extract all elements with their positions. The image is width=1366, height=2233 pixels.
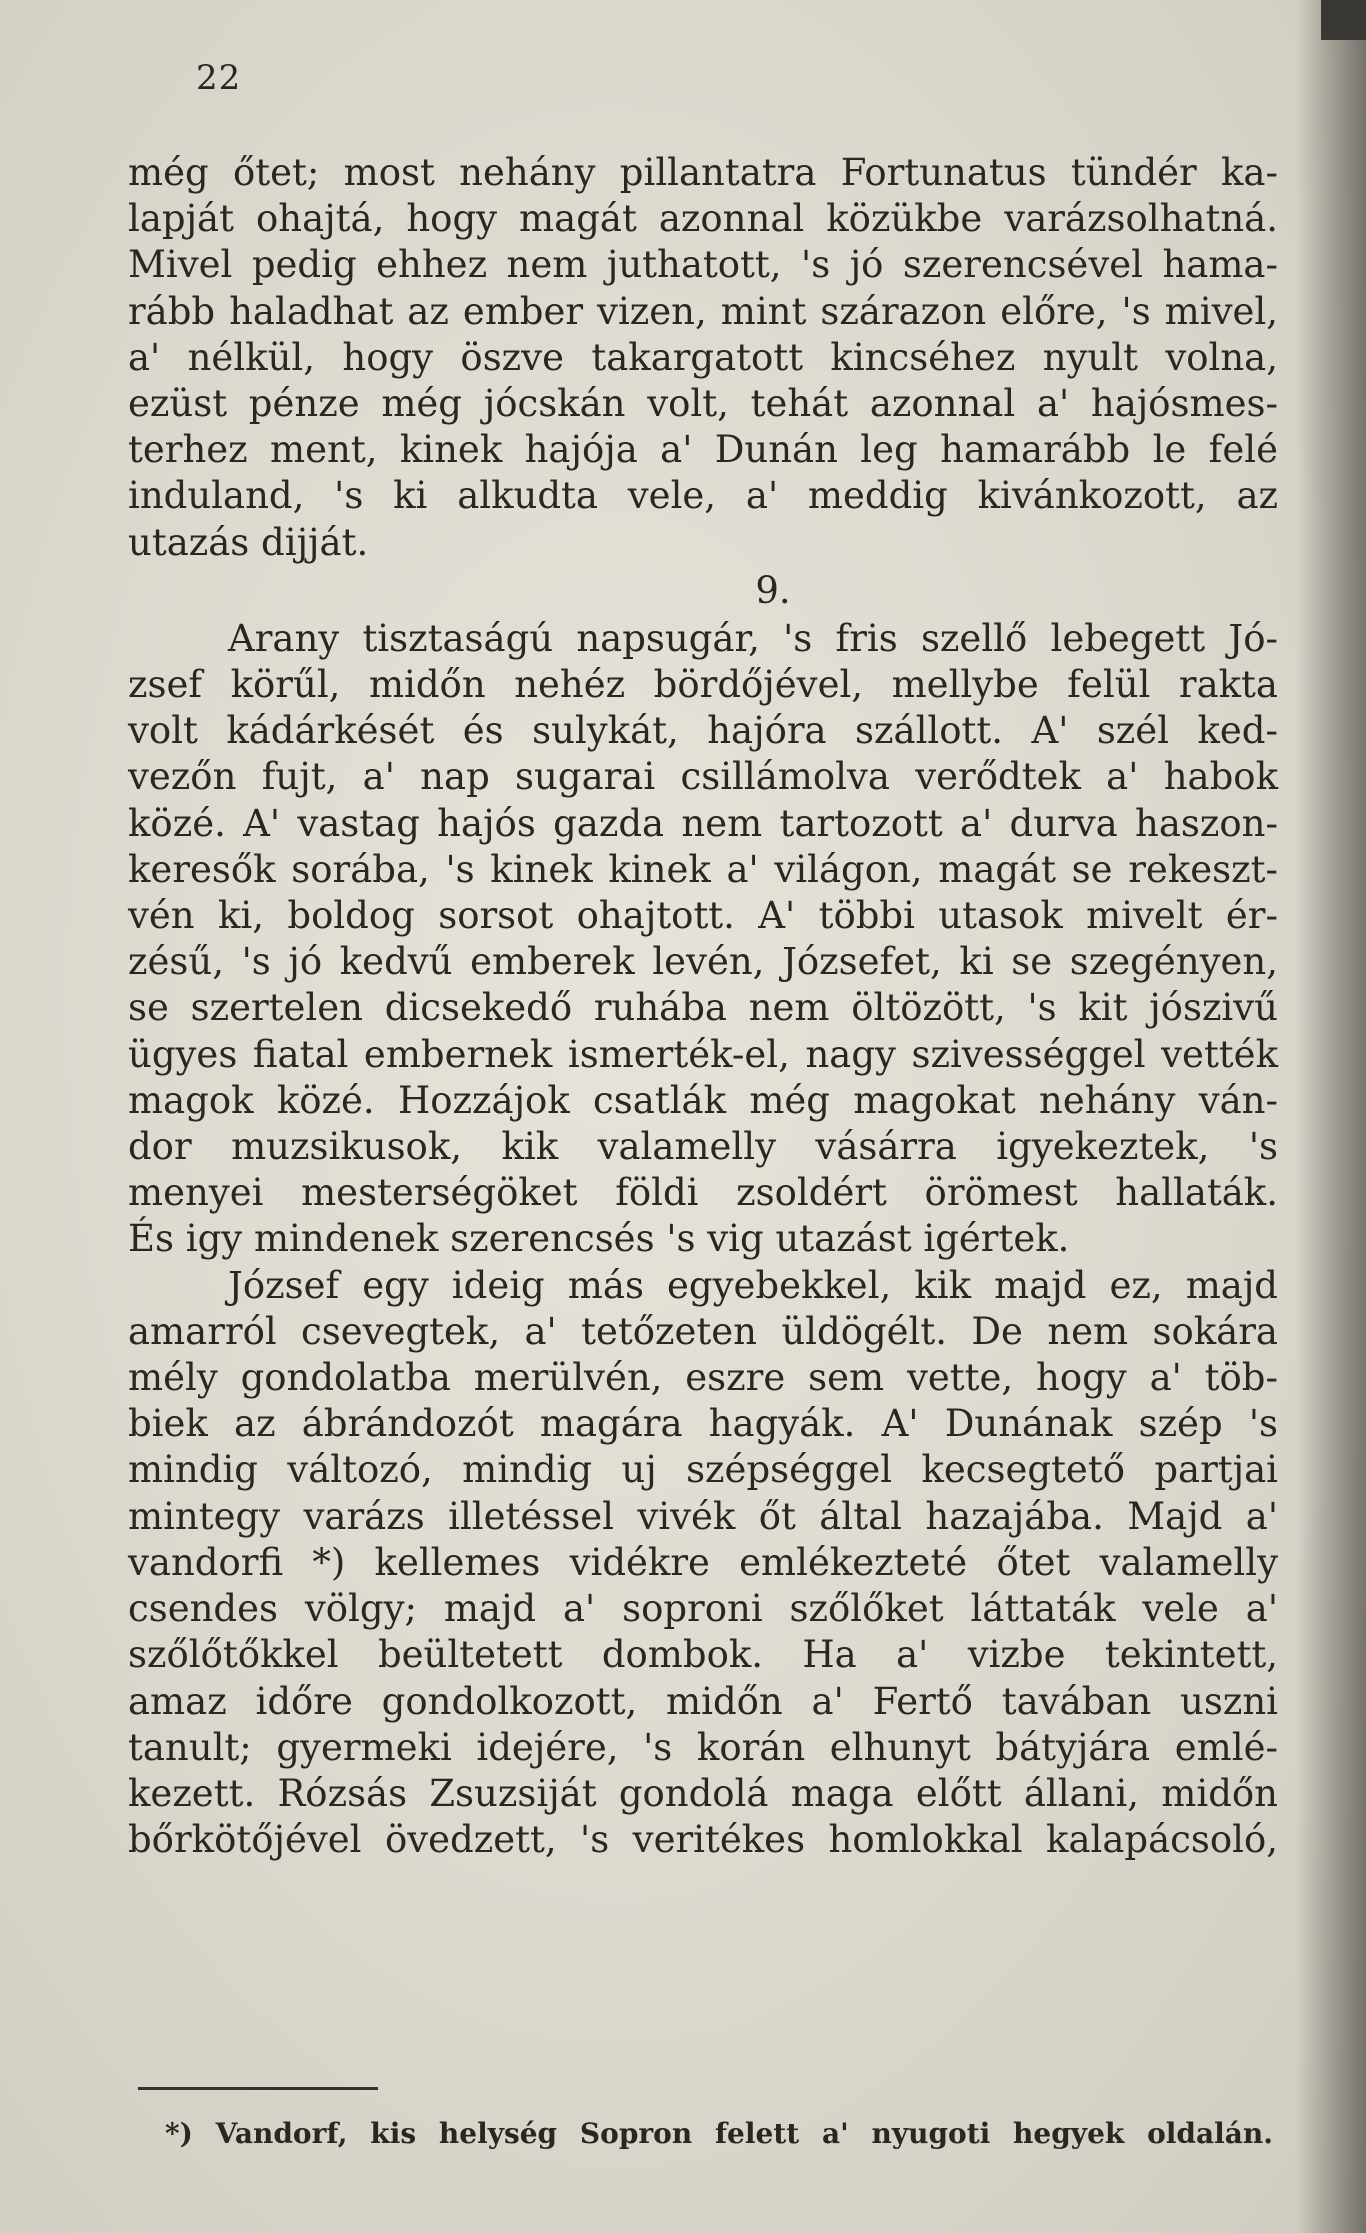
text-line: vezőn fujt, a' nap sugarai csillámolva verődtek a' habok bbox=[128, 755, 1278, 799]
page-number: 22 bbox=[196, 58, 242, 98]
text-line: közé. A' vastag hajós gazda nem tartozott a' durva haszon- bbox=[128, 801, 1278, 845]
text-line: zésű, 's jó kedvű emberek levén, Józsefet, ki se szegényen, bbox=[128, 940, 1278, 984]
text-line: terhez ment, kinek hajója a' Dunán leg hamarább le felé bbox=[128, 428, 1278, 472]
text-line: Arany tisztaságú napsugár, 's fris szellő lebegett Jó- bbox=[228, 616, 1278, 660]
text-line: kezett. Rózsás Zsuzsiját gondolá maga előtt állani, midőn bbox=[128, 1771, 1278, 1815]
corner-shadow bbox=[1321, 0, 1366, 40]
body-text bbox=[128, 150, 1278, 1863]
text-line: a' nélkül, hogy öszve takargatott kincséhez nyult volna, bbox=[128, 335, 1278, 379]
text-line: induland, 's ki alkudta vele, a' meddig kivánkozott, az bbox=[128, 474, 1278, 518]
text-line: bőrkötőjével övedzett, 's veritékes homlokkal kalapácsoló, bbox=[128, 1818, 1278, 1862]
text-line: rább haladhat az ember vizen, mint szárazon előre, 's mivel, bbox=[128, 289, 1278, 333]
text-line: menyei mesterségöket földi zsoldért örömest hallaták. bbox=[128, 1171, 1278, 1215]
footnote-divider bbox=[138, 2087, 378, 2090]
text-line: keresők sorába, 's kinek kinek a' világon, magát se rekeszt- bbox=[128, 847, 1278, 891]
text-line: mély gondolatba merülvén, eszre sem vette, hogy a' töb- bbox=[128, 1356, 1278, 1400]
text-line: magok közé. Hozzájok csatlák még magokat nehány ván- bbox=[128, 1078, 1278, 1122]
text-line: József egy ideig más egyebekkel, kik majd ez, majd bbox=[228, 1263, 1278, 1307]
text-line: És igy mindenek szerencsés 's vig utazást igértek. bbox=[128, 1217, 1070, 1261]
text-line: csendes völgy; majd a' soproni szőlőket láttaták vele a' bbox=[128, 1587, 1278, 1631]
footnote: *) Vandorf, kis helység Sopron felett a' nyugoti hegyek oldalán. bbox=[165, 2117, 1273, 2150]
text-line: mindig változó, mindig uj szépséggel kecsegtető partjai bbox=[128, 1448, 1278, 1492]
section-number: 9. bbox=[755, 568, 791, 612]
text-line: ezüst pénze még jócskán volt, tehát azonnal a' hajósmes- bbox=[128, 382, 1278, 426]
text-line: vén ki, boldog sorsot ohajtott. A' többi utasok mivelt ér- bbox=[128, 894, 1278, 938]
text-line: biek az ábrándozót magára hagyák. A' Dunának szép 's bbox=[128, 1402, 1278, 1446]
text-line: amaz időre gondolkozott, midőn a' Fertő tavában uszni bbox=[128, 1679, 1278, 1723]
paragraph-1 bbox=[128, 150, 1278, 566]
paragraph-2 bbox=[128, 616, 1278, 1263]
text-line: volt kádárkését és sulykát, hajóra szállott. A' szél ked- bbox=[128, 709, 1278, 753]
text-line: utazás dijját. bbox=[128, 520, 369, 564]
text-line: még őtet; most nehány pillantatra Fortunatus tündér ka- bbox=[128, 151, 1278, 194]
text-line: vandorfi *) kellemes vidékre emlékezteté őtet valamelly bbox=[128, 1540, 1278, 1584]
text-line: mintegy varázs illetéssel vivék őt által hazajába. Majd a' bbox=[128, 1494, 1278, 1538]
text-line: szőlőtőkkel beültetett dombok. Ha a' vizbe tekintett, bbox=[128, 1633, 1278, 1677]
text-line: Mivel pedig ehhez nem juthatott, 's jó szerencsével hama- bbox=[128, 243, 1278, 287]
text-line: tanult; gyermeki idejére, 's korán elhunyt bátyjára emlé- bbox=[128, 1725, 1278, 1769]
text-line: lapját ohajtá, hogy magát azonnal közükbe varázsolhatná. bbox=[128, 197, 1278, 241]
text-line: se szertelen dicsekedő ruhába nem öltözött, 's kit jószivű bbox=[128, 986, 1278, 1030]
text-line: amarról csevegtek, a' tetőzeten üldögélt. De nem sokára bbox=[128, 1309, 1278, 1353]
text-line: dor muzsikusok, kik valamelly vásárra igyekeztek, 's bbox=[128, 1125, 1278, 1169]
paragraph-3 bbox=[128, 1263, 1278, 1864]
text-line: zsef körűl, midőn nehéz bördőjével, mellybe felül rakta bbox=[128, 663, 1278, 707]
text-line: ügyes fiatal embernek ismerték-el, nagy szivességgel vették bbox=[128, 1032, 1278, 1076]
page-spine-shadow bbox=[1296, 0, 1366, 2233]
